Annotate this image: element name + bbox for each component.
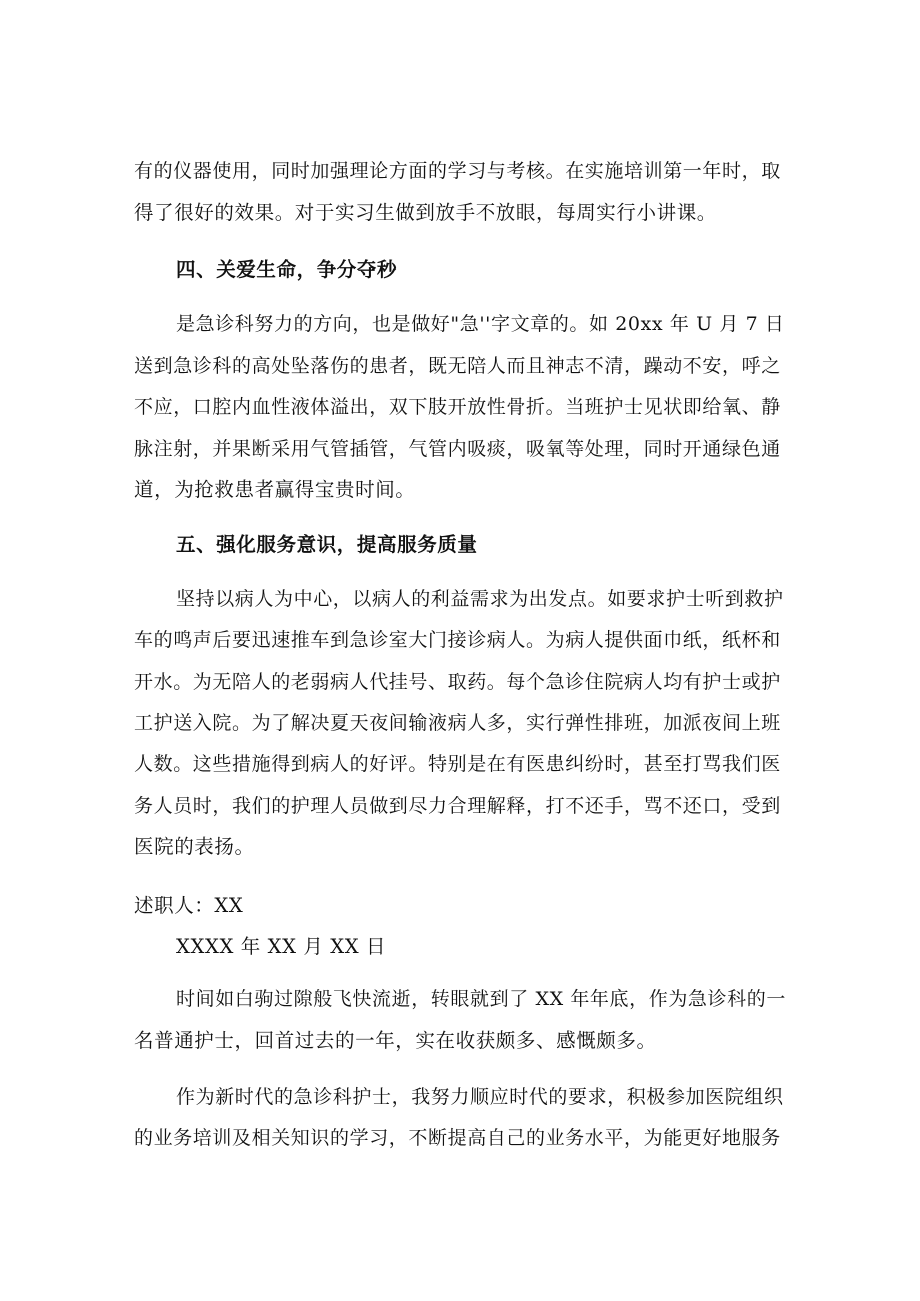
body-line: 不应，口腔内血性液体溢出，双下肢开放性骨折。当班护士见状即给氧、静 xyxy=(134,396,781,418)
reporter-signature: 述职人：XX xyxy=(134,894,244,917)
body-line: 坚持以病人为中心，以病人的利益需求为出发点。如要求护士听到救护 xyxy=(176,588,784,610)
body-line: 名普通护士，回首过去的一年，实在收获颇多、感慨颇多。 xyxy=(134,1029,657,1052)
body-line: 的业务培训及相关知识的学习，不断提高自己的业务水平，为能更好地服务 xyxy=(134,1127,781,1149)
body-line: 得了很好的效果。对于实习生做到放手不放眼，每周实行小讲课。 xyxy=(134,201,717,224)
body-line: 送到急诊科的高处坠落伤的患者，既无陪人而且神志不清，躁动不安，呼之 xyxy=(134,355,781,377)
body-line: 作为新时代的急诊科护士，我努力顺应时代的要求，积极参加医院组织 xyxy=(176,1086,784,1108)
section-heading-5: 五、强化服务意识，提高服务质量 xyxy=(176,533,478,556)
body-line: 开水。为无陪人的老弱病人代挂号、取药。每个急诊住院病人均有护士或护 xyxy=(134,671,781,693)
body-line: 务人员时，我们的护理人员做到尽力合理解释，打不还手，骂不还口，受到 xyxy=(134,795,781,817)
signature-date: XXXX 年 XX 月 XX 日 xyxy=(176,935,387,958)
body-line: 时间如白驹过隙般飞快流逝，转眼就到了 XX 年年底，作为急诊科的一 xyxy=(176,988,786,1010)
body-line: 人数。这些措施得到病人的好评。特别是在有医患纠纷时，甚至打骂我们医 xyxy=(134,753,781,775)
section-heading-4: 四、关爱生命，争分夺秒 xyxy=(176,258,398,281)
body-line: 有的仪器使用，同时加强理论方面的学习与考核。在实施培训第一年时，取 xyxy=(134,160,781,182)
body-line: 道，为抢救患者赢得宝贵时间。 xyxy=(134,478,416,501)
body-line: 医院的表扬。 xyxy=(134,835,255,858)
body-line: 是急诊科努力的方向，也是做好"急''字文章的。如 20xx 年 U 月 7 日 xyxy=(176,313,785,335)
body-line: 工护送入院。为了解决夏天夜间输液病人多，实行弹性排班，加派夜间上班 xyxy=(134,712,781,734)
body-line: 脉注射，并果断采用气管插管，气管内吸痰，吸氧等处理，同时开通绿色通 xyxy=(134,438,781,460)
body-line: 车的鸣声后要迅速推车到急诊室大门接诊病人。为病人提供面巾纸，纸杯和 xyxy=(134,629,781,651)
